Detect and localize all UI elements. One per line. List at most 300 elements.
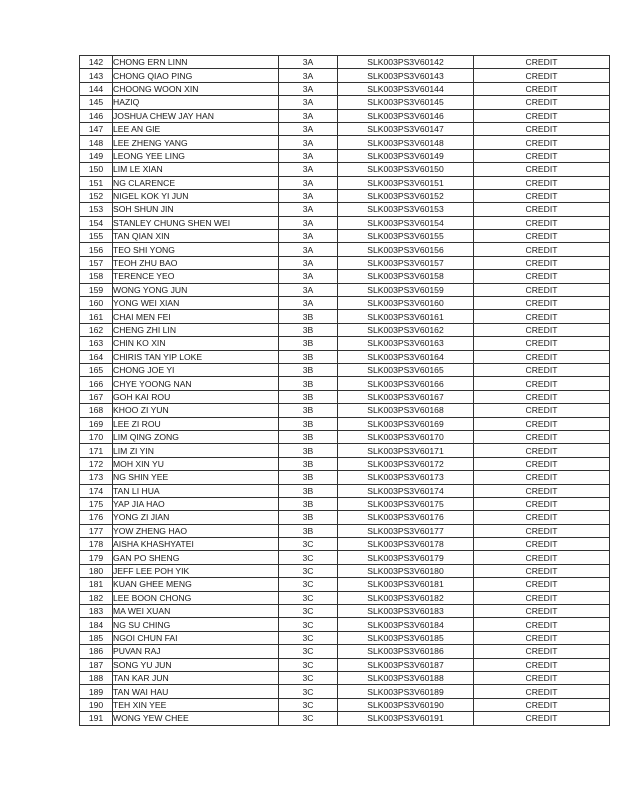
row-number-cell: 166 [80, 377, 113, 390]
result-cell: CREDIT [474, 471, 610, 484]
table-row [80, 538, 610, 551]
row-number-cell: 189 [80, 685, 113, 698]
student-name-cell: NIGEL KOK YI JUN [113, 189, 279, 202]
certificate-code-cell: SLK003PS3V60187 [338, 658, 474, 671]
certificate-code-cell: SLK003PS3V60160 [338, 297, 474, 310]
certificate-code-cell: SLK003PS3V60156 [338, 243, 474, 256]
table-row [80, 591, 610, 604]
student-name-cell: TEOH ZHU BAO [113, 256, 279, 269]
class-cell: 3A [279, 256, 338, 269]
certificate-code-cell: SLK003PS3V60183 [338, 605, 474, 618]
row-number-cell: 174 [80, 484, 113, 497]
row-number-cell: 171 [80, 444, 113, 457]
certificate-code-cell: SLK003PS3V60159 [338, 283, 474, 296]
result-cell: CREDIT [474, 203, 610, 216]
class-cell: 3A [279, 82, 338, 95]
table-row [80, 297, 610, 310]
certificate-code-cell: SLK003PS3V60188 [338, 671, 474, 684]
student-name-cell: NG SU CHING [113, 618, 279, 631]
class-cell: 3A [279, 136, 338, 149]
class-cell: 3C [279, 631, 338, 644]
class-cell: 3A [279, 216, 338, 229]
certificate-code-cell: SLK003PS3V60171 [338, 444, 474, 457]
student-name-cell: LEE AN GIE [113, 122, 279, 135]
row-number-cell: 144 [80, 82, 113, 95]
student-name-cell: TERENCE YEO [113, 270, 279, 283]
row-number-cell: 191 [80, 712, 113, 725]
class-cell: 3B [279, 430, 338, 443]
class-cell: 3A [279, 189, 338, 202]
row-number-cell: 183 [80, 605, 113, 618]
certificate-code-cell: SLK003PS3V60179 [338, 551, 474, 564]
row-number-cell: 142 [80, 56, 113, 69]
student-name-cell: HAZIQ [113, 96, 279, 109]
result-cell: CREDIT [474, 417, 610, 430]
result-cell: CREDIT [474, 256, 610, 269]
student-name-cell: CHENG ZHI LIN [113, 323, 279, 336]
result-cell: CREDIT [474, 457, 610, 470]
table-row [80, 578, 610, 591]
result-cell: CREDIT [474, 404, 610, 417]
certificate-code-cell: SLK003PS3V60151 [338, 176, 474, 189]
result-cell: CREDIT [474, 484, 610, 497]
row-number-cell: 185 [80, 631, 113, 644]
table-row [80, 404, 610, 417]
row-number-cell: 160 [80, 297, 113, 310]
class-cell: 3A [279, 243, 338, 256]
class-cell: 3B [279, 404, 338, 417]
certificate-code-cell: SLK003PS3V60176 [338, 511, 474, 524]
certificate-code-cell: SLK003PS3V60180 [338, 564, 474, 577]
table-row [80, 283, 610, 296]
row-number-cell: 147 [80, 122, 113, 135]
class-cell: 3C [279, 671, 338, 684]
student-name-cell: CHIN KO XIN [113, 337, 279, 350]
class-cell: 3A [279, 176, 338, 189]
certificate-code-cell: SLK003PS3V60189 [338, 685, 474, 698]
row-number-cell: 173 [80, 471, 113, 484]
student-name-cell: MA WEI XUAN [113, 605, 279, 618]
certificate-code-cell: SLK003PS3V60173 [338, 471, 474, 484]
class-cell: 3A [279, 270, 338, 283]
class-cell: 3B [279, 377, 338, 390]
student-name-cell: JOSHUA CHEW JAY HAN [113, 109, 279, 122]
certificate-code-cell: SLK003PS3V60149 [338, 149, 474, 162]
certificate-code-cell: SLK003PS3V60174 [338, 484, 474, 497]
row-number-cell: 177 [80, 524, 113, 537]
result-cell: CREDIT [474, 56, 610, 69]
result-cell: CREDIT [474, 538, 610, 551]
table-row [80, 203, 610, 216]
class-cell: 3B [279, 350, 338, 363]
table-row [80, 216, 610, 229]
row-number-cell: 153 [80, 203, 113, 216]
row-number-cell: 172 [80, 457, 113, 470]
table-row [80, 430, 610, 443]
result-cell: CREDIT [474, 176, 610, 189]
result-cell: CREDIT [474, 350, 610, 363]
row-number-cell: 149 [80, 149, 113, 162]
student-name-cell: KUAN GHEE MENG [113, 578, 279, 591]
student-name-cell: CHAI MEN FEI [113, 310, 279, 323]
certificate-code-cell: SLK003PS3V60169 [338, 417, 474, 430]
student-name-cell: TEO SHI YONG [113, 243, 279, 256]
student-name-cell: PUVAN RAJ [113, 645, 279, 658]
table-row [80, 497, 610, 510]
row-number-cell: 167 [80, 390, 113, 403]
row-number-cell: 175 [80, 497, 113, 510]
student-name-cell: SOH SHUN JIN [113, 203, 279, 216]
class-cell: 3A [279, 297, 338, 310]
result-cell: CREDIT [474, 578, 610, 591]
student-name-cell: CHIRIS TAN YIP LOKE [113, 350, 279, 363]
student-name-cell: YAP JIA HAO [113, 497, 279, 510]
certificate-code-cell: SLK003PS3V60163 [338, 337, 474, 350]
class-cell: 3B [279, 390, 338, 403]
certificate-code-cell: SLK003PS3V60175 [338, 497, 474, 510]
class-cell: 3B [279, 323, 338, 336]
row-number-cell: 180 [80, 564, 113, 577]
result-cell: CREDIT [474, 216, 610, 229]
table-row [80, 524, 610, 537]
table-row [80, 149, 610, 162]
class-cell: 3A [279, 149, 338, 162]
row-number-cell: 176 [80, 511, 113, 524]
result-cell: CREDIT [474, 631, 610, 644]
certificate-code-cell: SLK003PS3V60143 [338, 69, 474, 82]
certificate-code-cell: SLK003PS3V60168 [338, 404, 474, 417]
student-name-cell: LIM LE XIAN [113, 163, 279, 176]
table-row [80, 605, 610, 618]
row-number-cell: 150 [80, 163, 113, 176]
result-cell: CREDIT [474, 323, 610, 336]
result-cell: CREDIT [474, 230, 610, 243]
class-cell: 3B [279, 524, 338, 537]
result-cell: CREDIT [474, 243, 610, 256]
class-cell: 3C [279, 578, 338, 591]
certificate-code-cell: SLK003PS3V60153 [338, 203, 474, 216]
certificate-code-cell: SLK003PS3V60145 [338, 96, 474, 109]
certificate-code-cell: SLK003PS3V60150 [338, 163, 474, 176]
table-row [80, 109, 610, 122]
certificate-code-cell: SLK003PS3V60161 [338, 310, 474, 323]
result-cell: CREDIT [474, 390, 610, 403]
student-name-cell: TAN KAR JUN [113, 671, 279, 684]
student-name-cell: MOH XIN YU [113, 457, 279, 470]
result-cell: CREDIT [474, 712, 610, 725]
student-name-cell: TAN LI HUA [113, 484, 279, 497]
class-cell: 3B [279, 511, 338, 524]
student-name-cell: WONG YEW CHEE [113, 712, 279, 725]
table-row [80, 618, 610, 631]
student-name-cell: LIM ZI YIN [113, 444, 279, 457]
student-name-cell: GAN PO SHENG [113, 551, 279, 564]
table-row [80, 363, 610, 376]
table-row [80, 444, 610, 457]
result-cell: CREDIT [474, 444, 610, 457]
result-cell: CREDIT [474, 658, 610, 671]
row-number-cell: 161 [80, 310, 113, 323]
class-cell: 3B [279, 363, 338, 376]
row-number-cell: 181 [80, 578, 113, 591]
class-cell: 3C [279, 538, 338, 551]
result-cell: CREDIT [474, 551, 610, 564]
certificate-code-cell: SLK003PS3V60155 [338, 230, 474, 243]
row-number-cell: 152 [80, 189, 113, 202]
table-row [80, 457, 610, 470]
table-row [80, 417, 610, 430]
result-cell: CREDIT [474, 497, 610, 510]
result-cell: CREDIT [474, 283, 610, 296]
row-number-cell: 170 [80, 430, 113, 443]
certificate-code-cell: SLK003PS3V60144 [338, 82, 474, 95]
class-cell: 3C [279, 685, 338, 698]
row-number-cell: 190 [80, 698, 113, 711]
certificate-code-cell: SLK003PS3V60177 [338, 524, 474, 537]
row-number-cell: 156 [80, 243, 113, 256]
student-name-cell: TEH XIN YEE [113, 698, 279, 711]
student-name-cell: AISHA KHASHYATEI [113, 538, 279, 551]
table-row [80, 96, 610, 109]
class-cell: 3C [279, 591, 338, 604]
student-name-cell: LEONG YEE LING [113, 149, 279, 162]
table-row [80, 551, 610, 564]
result-cell: CREDIT [474, 524, 610, 537]
table-row [80, 136, 610, 149]
table-row [80, 323, 610, 336]
class-cell: 3C [279, 564, 338, 577]
class-cell: 3B [279, 484, 338, 497]
certificate-code-cell: SLK003PS3V60166 [338, 377, 474, 390]
row-number-cell: 151 [80, 176, 113, 189]
certificate-code-cell: SLK003PS3V60186 [338, 645, 474, 658]
student-name-cell: LIM QING ZONG [113, 430, 279, 443]
row-number-cell: 159 [80, 283, 113, 296]
certificate-code-cell: SLK003PS3V60185 [338, 631, 474, 644]
certificate-code-cell: SLK003PS3V60147 [338, 122, 474, 135]
table-row [80, 230, 610, 243]
results-table-body [80, 56, 610, 726]
student-name-cell: GOH KAI ROU [113, 390, 279, 403]
row-number-cell: 157 [80, 256, 113, 269]
row-number-cell: 155 [80, 230, 113, 243]
table-row [80, 176, 610, 189]
student-name-cell: YONG WEI XIAN [113, 297, 279, 310]
row-number-cell: 182 [80, 591, 113, 604]
student-name-cell: JEFF LEE POH YIK [113, 564, 279, 577]
row-number-cell: 148 [80, 136, 113, 149]
row-number-cell: 158 [80, 270, 113, 283]
table-row [80, 685, 610, 698]
row-number-cell: 143 [80, 69, 113, 82]
student-name-cell: CHONG ERN LINN [113, 56, 279, 69]
result-cell: CREDIT [474, 149, 610, 162]
table-row [80, 511, 610, 524]
result-cell: CREDIT [474, 605, 610, 618]
result-cell: CREDIT [474, 698, 610, 711]
student-name-cell: TAN WAI HAU [113, 685, 279, 698]
certificate-code-cell: SLK003PS3V60191 [338, 712, 474, 725]
table-row [80, 163, 610, 176]
certificate-code-cell: SLK003PS3V60190 [338, 698, 474, 711]
table-row [80, 471, 610, 484]
certificate-code-cell: SLK003PS3V60178 [338, 538, 474, 551]
student-name-cell: TAN QIAN XIN [113, 230, 279, 243]
table-row [80, 256, 610, 269]
table-row [80, 270, 610, 283]
class-cell: 3C [279, 618, 338, 631]
result-cell: CREDIT [474, 82, 610, 95]
result-cell: CREDIT [474, 377, 610, 390]
table-row [80, 377, 610, 390]
student-name-cell: NG CLARENCE [113, 176, 279, 189]
row-number-cell: 163 [80, 337, 113, 350]
student-name-cell: NGOI CHUN FAI [113, 631, 279, 644]
table-row [80, 712, 610, 725]
result-cell: CREDIT [474, 109, 610, 122]
result-cell: CREDIT [474, 310, 610, 323]
result-cell: CREDIT [474, 511, 610, 524]
result-cell: CREDIT [474, 337, 610, 350]
class-cell: 3A [279, 283, 338, 296]
class-cell: 3B [279, 310, 338, 323]
row-number-cell: 188 [80, 671, 113, 684]
row-number-cell: 184 [80, 618, 113, 631]
class-cell: 3C [279, 645, 338, 658]
result-cell: CREDIT [474, 122, 610, 135]
table-row [80, 310, 610, 323]
table-row [80, 484, 610, 497]
table-row [80, 69, 610, 82]
class-cell: 3B [279, 497, 338, 510]
student-name-cell: WONG YONG JUN [113, 283, 279, 296]
student-name-cell: SONG YU JUN [113, 658, 279, 671]
certificate-code-cell: SLK003PS3V60142 [338, 56, 474, 69]
certificate-code-cell: SLK003PS3V60167 [338, 390, 474, 403]
row-number-cell: 154 [80, 216, 113, 229]
student-name-cell: YOW ZHENG HAO [113, 524, 279, 537]
student-name-cell: KHOO ZI YUN [113, 404, 279, 417]
class-cell: 3A [279, 203, 338, 216]
result-cell: CREDIT [474, 189, 610, 202]
result-cell: CREDIT [474, 671, 610, 684]
certificate-code-cell: SLK003PS3V60158 [338, 270, 474, 283]
row-number-cell: 162 [80, 323, 113, 336]
row-number-cell: 164 [80, 350, 113, 363]
student-name-cell: LEE ZI ROU [113, 417, 279, 430]
class-cell: 3B [279, 417, 338, 430]
table-row [80, 56, 610, 69]
student-name-cell: CHOONG WOON XIN [113, 82, 279, 95]
student-name-cell: CHONG JOE YI [113, 363, 279, 376]
row-number-cell: 187 [80, 658, 113, 671]
table-row [80, 698, 610, 711]
result-cell: CREDIT [474, 163, 610, 176]
result-cell: CREDIT [474, 69, 610, 82]
certificate-code-cell: SLK003PS3V60181 [338, 578, 474, 591]
class-cell: 3A [279, 109, 338, 122]
certificate-code-cell: SLK003PS3V60148 [338, 136, 474, 149]
certificate-code-cell: SLK003PS3V60164 [338, 350, 474, 363]
result-cell: CREDIT [474, 685, 610, 698]
certificate-code-cell: SLK003PS3V60154 [338, 216, 474, 229]
student-name-cell: LEE ZHENG YANG [113, 136, 279, 149]
table-row [80, 82, 610, 95]
table-row [80, 671, 610, 684]
table-row [80, 390, 610, 403]
row-number-cell: 186 [80, 645, 113, 658]
class-cell: 3B [279, 457, 338, 470]
table-row [80, 122, 610, 135]
certificate-code-cell: SLK003PS3V60172 [338, 457, 474, 470]
row-number-cell: 146 [80, 109, 113, 122]
class-cell: 3A [279, 163, 338, 176]
row-number-cell: 145 [80, 96, 113, 109]
result-cell: CREDIT [474, 270, 610, 283]
table-row [80, 337, 610, 350]
class-cell: 3B [279, 337, 338, 350]
certificate-code-cell: SLK003PS3V60152 [338, 189, 474, 202]
class-cell: 3C [279, 712, 338, 725]
certificate-code-cell: SLK003PS3V60162 [338, 323, 474, 336]
row-number-cell: 179 [80, 551, 113, 564]
student-name-cell: NG SHIN YEE [113, 471, 279, 484]
class-cell: 3A [279, 122, 338, 135]
table-row [80, 658, 610, 671]
table-row [80, 243, 610, 256]
result-cell: CREDIT [474, 96, 610, 109]
certificate-code-cell: SLK003PS3V60184 [338, 618, 474, 631]
certificate-code-cell: SLK003PS3V60146 [338, 109, 474, 122]
result-cell: CREDIT [474, 645, 610, 658]
class-cell: 3B [279, 471, 338, 484]
row-number-cell: 165 [80, 363, 113, 376]
table-row [80, 350, 610, 363]
result-cell: CREDIT [474, 363, 610, 376]
result-cell: CREDIT [474, 591, 610, 604]
class-cell: 3C [279, 551, 338, 564]
student-name-cell: LEE BOON CHONG [113, 591, 279, 604]
table-row [80, 564, 610, 577]
certificate-code-cell: SLK003PS3V60157 [338, 256, 474, 269]
class-cell: 3A [279, 230, 338, 243]
result-cell: CREDIT [474, 564, 610, 577]
certificate-code-cell: SLK003PS3V60182 [338, 591, 474, 604]
result-cell: CREDIT [474, 618, 610, 631]
table-row [80, 645, 610, 658]
student-name-cell: CHYE YOONG NAN [113, 377, 279, 390]
certificate-code-cell: SLK003PS3V60170 [338, 430, 474, 443]
class-cell: 3B [279, 444, 338, 457]
class-cell: 3A [279, 56, 338, 69]
certificate-code-cell: SLK003PS3V60165 [338, 363, 474, 376]
result-cell: CREDIT [474, 430, 610, 443]
row-number-cell: 168 [80, 404, 113, 417]
row-number-cell: 178 [80, 538, 113, 551]
student-name-cell: YONG ZI JIAN [113, 511, 279, 524]
results-table [79, 55, 610, 726]
class-cell: 3A [279, 69, 338, 82]
student-name-cell: STANLEY CHUNG SHEN WEI [113, 216, 279, 229]
class-cell: 3C [279, 658, 338, 671]
table-row [80, 631, 610, 644]
row-number-cell: 169 [80, 417, 113, 430]
student-name-cell: CHONG QIAO PING [113, 69, 279, 82]
result-cell: CREDIT [474, 297, 610, 310]
result-cell: CREDIT [474, 136, 610, 149]
table-row [80, 189, 610, 202]
class-cell: 3C [279, 698, 338, 711]
